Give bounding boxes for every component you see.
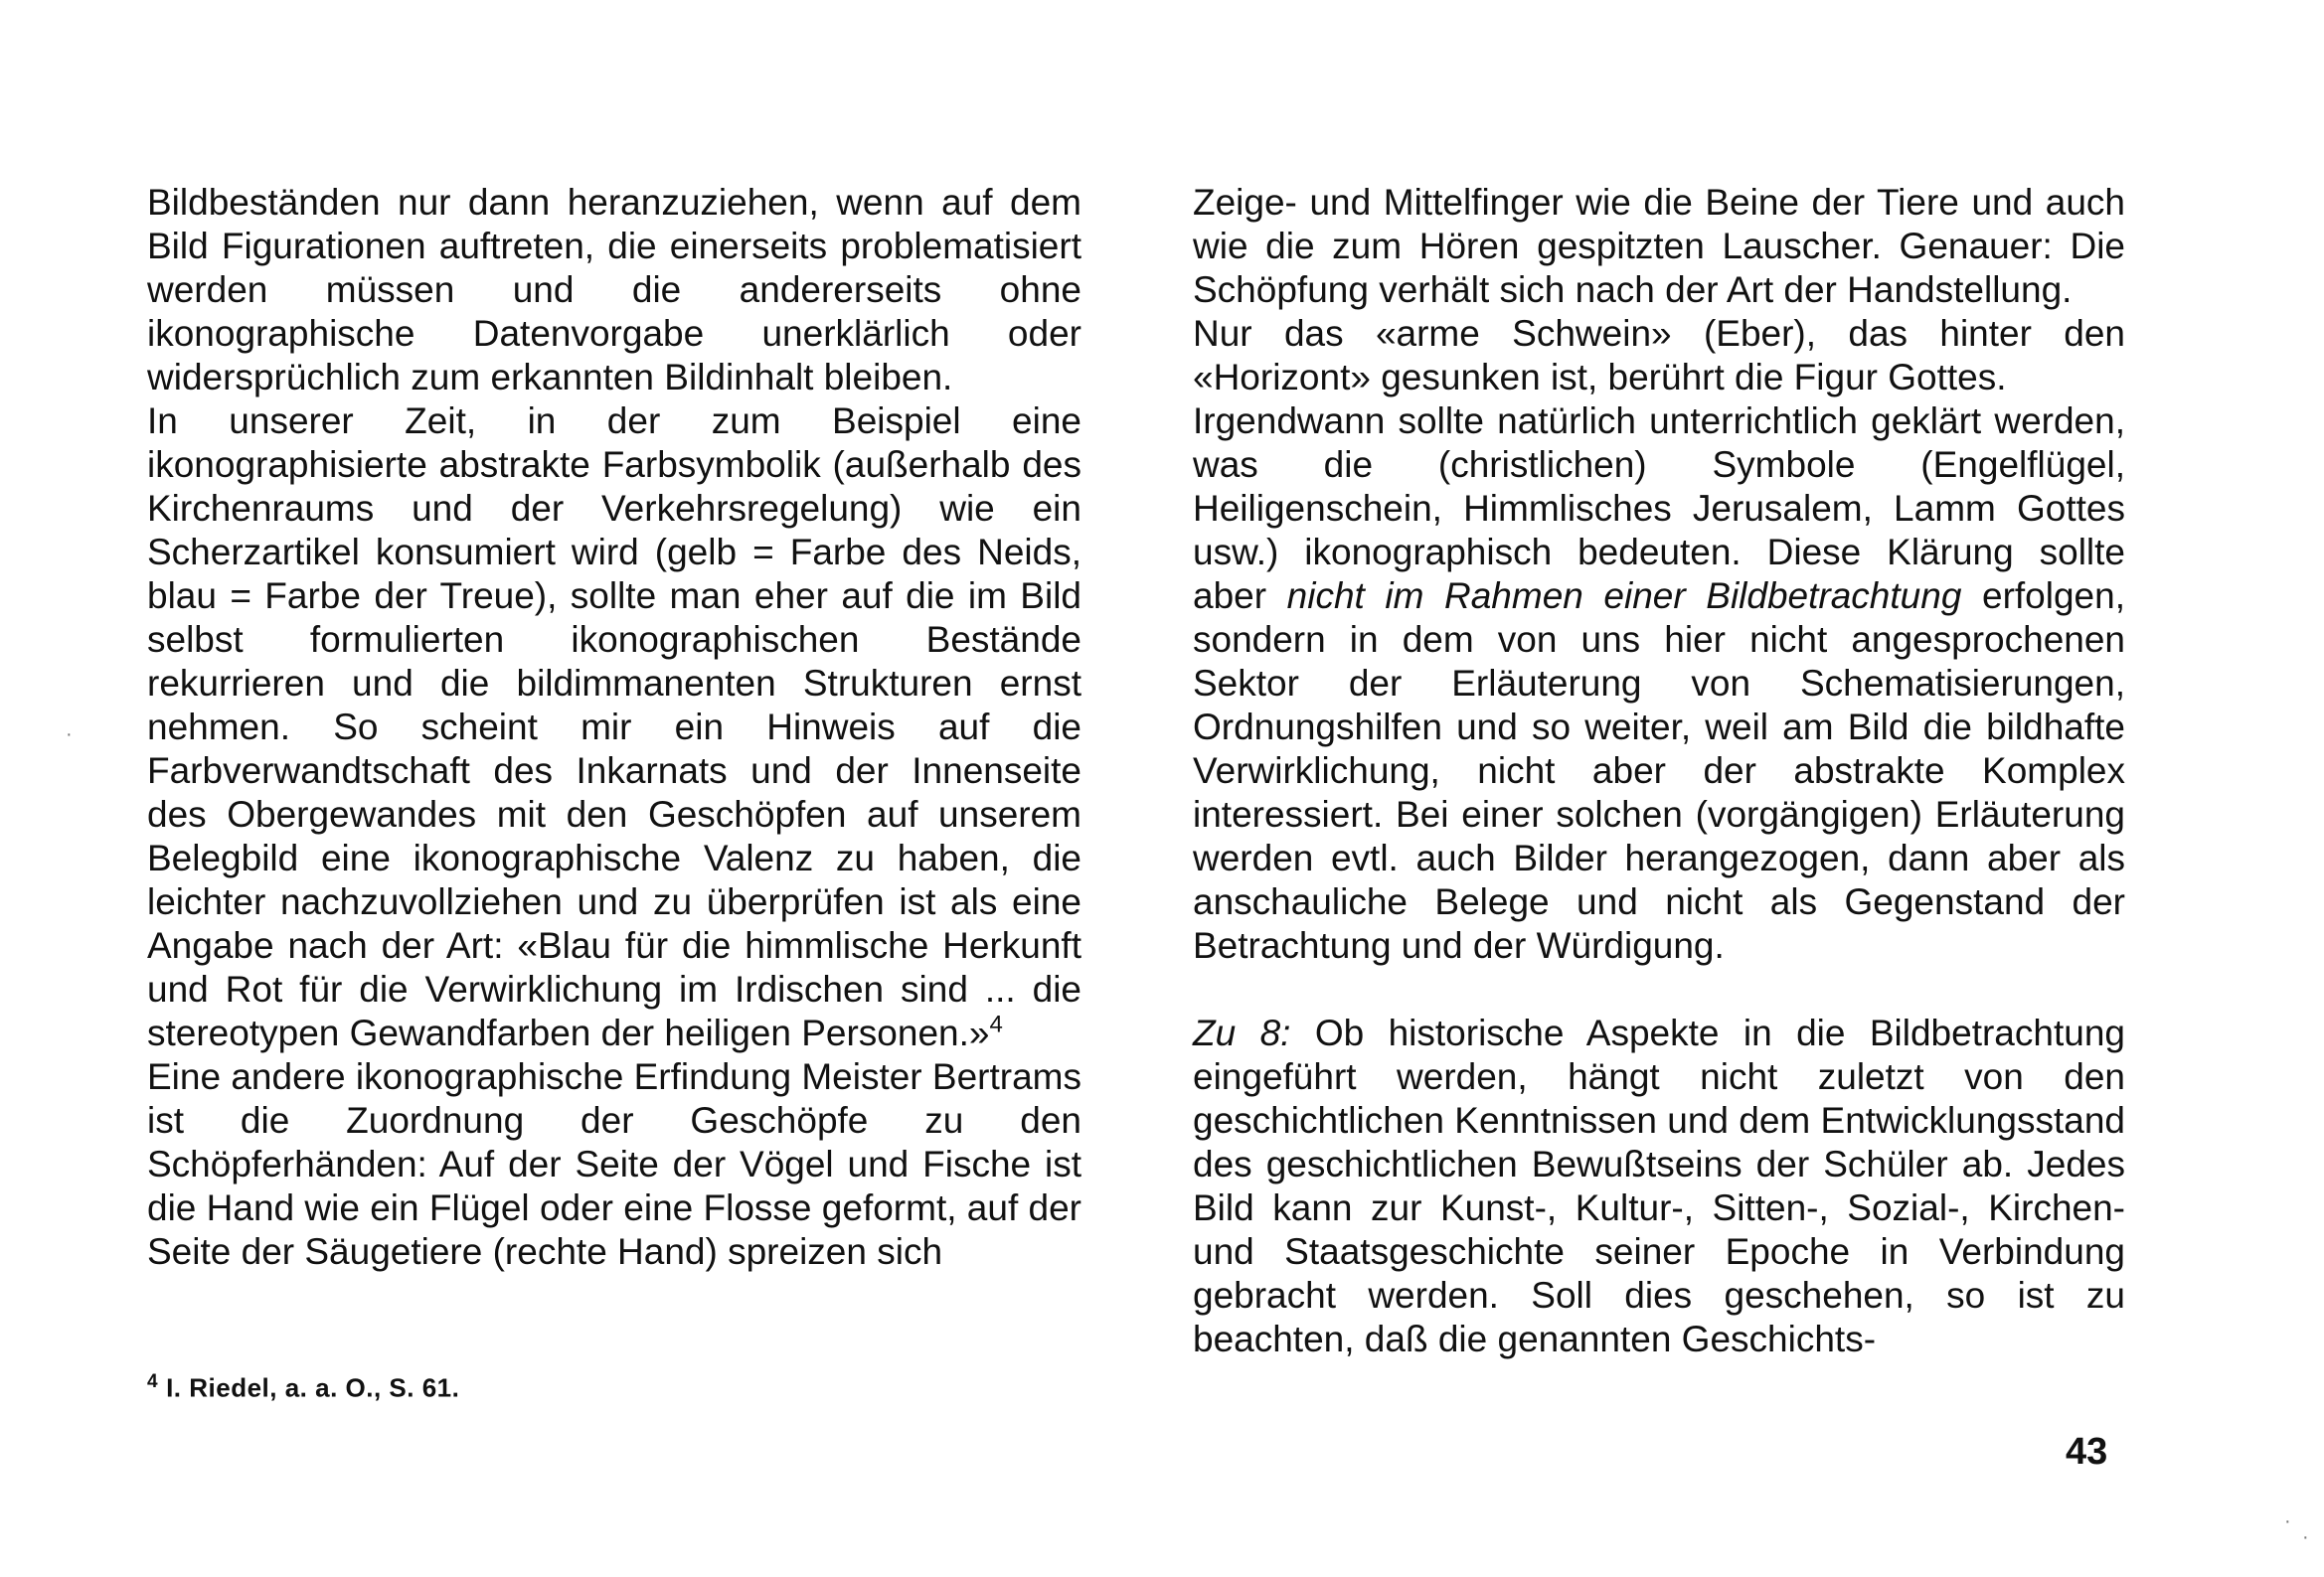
left-text-column: [147, 181, 1081, 1274]
right-paragraph-1: Zeige- und Mittelfinger wie die Beine der Tiere und auch wie die zum Hören gespitzten Lauscher. Genauer: Die Schöpfung verhält sich nach der Art der Handstellung.: [1193, 182, 2125, 310]
footnote: [147, 1365, 459, 1405]
footnote-mark: 4: [147, 1371, 159, 1392]
scan-speck: ·: [66, 723, 73, 745]
right-paragraph-4: [1193, 1012, 2125, 1361]
footnote-reference: 4: [989, 1011, 1003, 1038]
left-paragraph-2-text: In unserer Zeit, in der zum Beispiel eine ikonographisierte abstrakte Farbsymbolik (außerhalb des Kirchenraums und der Verkehrsregelung) wie ein Scherzartikel konsumiert wird (gelb = Farbe des Neids, blau = Farbe der Treue), sollte man eher auf die im Bild selbst formulierten ikonographischen Bestände rekurrieren und die bildimmanenten Strukturen ernst nehmen. So scheint mir ein Hinweis auf die Farbverwandtschaft des Inkarnats und der Innenseite des Obergewandes mit den Geschöpfen auf unserem Belegbild eine ikonographische Valenz zu haben, die leichter nachzuvollziehen und zu überprüfen ist als eine Angabe nach der Art: «Blau für die himmlische Herkunft und Rot für die Verwirklichung im Irdischen sind ... die stereotypen Gewandfarben der heiligen Personen.»: [147, 400, 1081, 1053]
right-paragraph-3-text-start: Irgendwann sollte natürlich unterrichtlich geklärt werden, was die (christlichen) Symbole (Engelflügel, Heiligenschein, Himmlisches Jerusalem, Lamm Gottes usw.) ikonographisch bedeuten. Diese Klärung sollte aber: [1193, 400, 2125, 616]
right-text-column: [1193, 181, 2125, 1361]
right-paragraph-2: Nur das «arme Schwein» (Eber), das hinter den «Horizont» gesunken ist, berührt die Figur Gottes.: [1193, 313, 2125, 397]
left-paragraph-1: Bildbeständen nur dann heranzuziehen, wenn auf dem Bild Figurationen auftreten, die einerseits problematisiert werden müssen und die andererseits ohne ikonographische Datenvorgabe unerklärlich oder widersprüchlich zum erkannten Bildinhalt bleiben.: [147, 182, 1081, 397]
section-label: Zu 8:: [1193, 1013, 1291, 1053]
scan-speck: ·: [2302, 1526, 2309, 1548]
footnote-text: I. Riedel, a. a. O., S. 61.: [166, 1372, 460, 1403]
scan-speck: ·: [2284, 1510, 2291, 1532]
page-number: 43: [2066, 1431, 2108, 1473]
left-paragraph-2: [147, 399, 1081, 1055]
right-paragraph-3-text-end: erfolgen, sondern in dem von uns hier nicht angesprochenen Sektor der Erläuterung von Schematisierungen, Ordnungshilfen und so weiter, weil am Bild die bildhafte Verwirklichung, nicht aber der abstrakte Komplex interessiert. Bei einer solchen (vorgängigen) Erläuterung werden evtl. auch Bilder herangezogen, dann aber als anschauliche Belege und nicht als Gegenstand der Betrachtung und der Würdigung.: [1193, 575, 2125, 966]
right-paragraph-3: [1193, 399, 2125, 968]
left-paragraph-3: Eine andere ikonographische Erfindung Meister Bertrams ist die Zuordnung der Geschöpfe zu den Schöpferhänden: Auf der Seite der Vögel und Fische ist die Hand wie ein Flügel oder eine Flosse geformt, auf der Seite der Säugetiere (rechte Hand) spreizen sich: [147, 1056, 1081, 1272]
italic-emphasis: nicht im Rahmen einer Bildbetrachtung: [1286, 575, 1962, 616]
right-paragraph-4-text: Ob historische Aspekte in die Bildbetrachtung eingeführt werden, hängt nicht zuletzt von den geschichtlichen Kenntnissen und dem Entwicklungsstand des geschichtlichen Bewußtseins der Schüler ab. Jedes Bild kann zur Kunst-, Kultur-, Sitten-, Sozial-, Kirchen- und Staatsgeschichte seiner Epoche in Verbindung gebracht werden. Soll dies geschehen, so ist zu beachten, daß die genannten Geschichts-: [1193, 1013, 2125, 1359]
